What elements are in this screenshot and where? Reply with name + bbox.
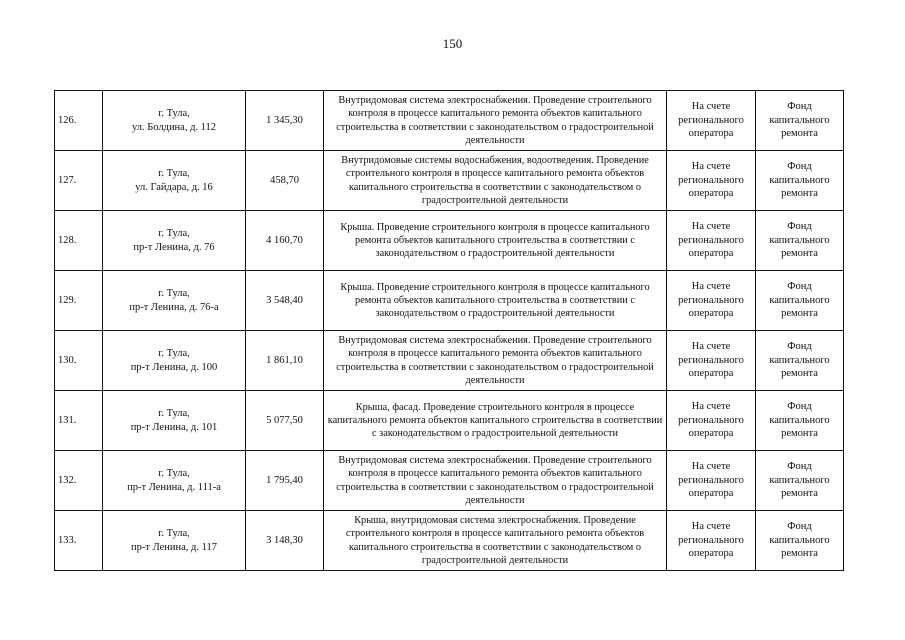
row-address	[103, 211, 246, 271]
row-fund: Фонд капитального ремонта	[756, 151, 844, 211]
table-row	[55, 271, 844, 331]
row-fund: Фонд капитального ремонта	[756, 271, 844, 331]
row-area: 1 861,10	[246, 331, 324, 391]
address-city: г. Тула,	[158, 108, 190, 119]
address-street: ул. Болдина, д. 112	[131, 121, 217, 133]
row-address	[103, 391, 246, 451]
table-row	[55, 331, 844, 391]
table-row	[55, 511, 844, 571]
row-account: На счете регионального оператора	[667, 211, 756, 271]
address-city: г. Тула,	[158, 228, 190, 239]
row-number: 132.	[55, 451, 103, 511]
table-row	[55, 211, 844, 271]
address-street: пр-т Ленина, д. 100	[130, 361, 218, 373]
row-area: 3 148,30	[246, 511, 324, 571]
row-work-description: Крыша, фасад. Проведение строительного контроля в процессе капитального ремонта объектов капитального строительства в соответствии с законодательством о градостроительной деятельности	[324, 391, 667, 451]
row-number: 130.	[55, 331, 103, 391]
row-work-description: Крыша, внутридомовая система электроснабжения. Проведение строительного контроля в процессе капитального ремонта объектов капитального строительства в соответствии с законодательством о градостроительной деятельности	[324, 511, 667, 571]
row-work-description: Крыша. Проведение строительного контроля в процессе капитального ремонта объектов капитального строительства в соответствии с законодательством о градостроительной деятельности	[324, 211, 667, 271]
row-work-description: Внутридомовая система электроснабжения. Проведение строительного контроля в процессе капитального ремонта объектов капитального строительства в соответствии с законодательством о градостроительной деятельности	[324, 91, 667, 151]
row-number: 126.	[55, 91, 103, 151]
row-area: 4 160,70	[246, 211, 324, 271]
row-address	[103, 271, 246, 331]
row-fund: Фонд капитального ремонта	[756, 211, 844, 271]
address-street: пр-т Ленина, д. 111-а	[127, 481, 221, 493]
address-city: г. Тула,	[158, 408, 190, 419]
row-area: 1 795,40	[246, 451, 324, 511]
row-number: 127.	[55, 151, 103, 211]
row-fund: Фонд капитального ремонта	[756, 391, 844, 451]
registry-rows	[55, 91, 844, 571]
row-address	[103, 331, 246, 391]
row-address	[103, 511, 246, 571]
row-work-description: Внутридомовая система электроснабжения. Проведение строительного контроля в процессе капитального ремонта объектов капитального строительства в соответствии с законодательством о градостроительной деятельности	[324, 451, 667, 511]
row-address	[103, 451, 246, 511]
table-row	[55, 151, 844, 211]
table-row	[55, 391, 844, 451]
address-street: пр-т Ленина, д. 101	[130, 421, 218, 433]
address-city: г. Тула,	[158, 528, 190, 539]
address-city: г. Тула,	[158, 348, 190, 359]
row-area: 5 077,50	[246, 391, 324, 451]
row-number: 128.	[55, 211, 103, 271]
row-fund: Фонд капитального ремонта	[756, 451, 844, 511]
row-account: На счете регионального оператора	[667, 271, 756, 331]
row-account: На счете регионального оператора	[667, 391, 756, 451]
row-fund: Фонд капитального ремонта	[756, 511, 844, 571]
row-work-description: Крыша. Проведение строительного контроля в процессе капитального ремонта объектов капитального строительства в соответствии с законодательством о градостроительной деятельности	[324, 271, 667, 331]
row-area: 1 345,30	[246, 91, 324, 151]
row-account: На счете регионального оператора	[667, 511, 756, 571]
address-street: пр-т Ленина, д. 76	[133, 241, 215, 253]
address-street: пр-т Ленина, д. 76-а	[129, 301, 219, 313]
row-area: 3 548,40	[246, 271, 324, 331]
row-fund: Фонд капитального ремонта	[756, 331, 844, 391]
table-row	[55, 91, 844, 151]
row-number: 133.	[55, 511, 103, 571]
row-fund: Фонд капитального ремонта	[756, 91, 844, 151]
address-street: пр-т Ленина, д. 117	[130, 541, 217, 553]
row-account: На счете регионального оператора	[667, 151, 756, 211]
row-account: На счете регионального оператора	[667, 451, 756, 511]
address-street: ул. Гайдара, д. 16	[135, 181, 213, 193]
row-work-description: Внутридомовые системы водоснабжения, водоотведения. Проведение строительного контроля в процессе капитального ремонта объектов капитального строительства в соответствии с законодательством о градостроительной деятельности	[324, 151, 667, 211]
row-number: 131.	[55, 391, 103, 451]
row-address	[103, 151, 246, 211]
row-number: 129.	[55, 271, 103, 331]
address-city: г. Тула,	[158, 288, 190, 299]
row-work-description: Внутридомовая система электроснабжения. Проведение строительного контроля в процессе капитального ремонта объектов капитального строительства в соответствии с законодательством о градостроительной деятельности	[324, 331, 667, 391]
row-area: 458,70	[246, 151, 324, 211]
address-city: г. Тула,	[158, 468, 190, 479]
page-number: 150	[442, 36, 463, 51]
row-address	[103, 91, 246, 151]
row-account: На счете регионального оператора	[667, 331, 756, 391]
table-row	[55, 451, 844, 511]
address-city: г. Тула,	[158, 168, 190, 179]
registry-table	[54, 90, 844, 571]
row-account: На счете регионального оператора	[667, 91, 756, 151]
